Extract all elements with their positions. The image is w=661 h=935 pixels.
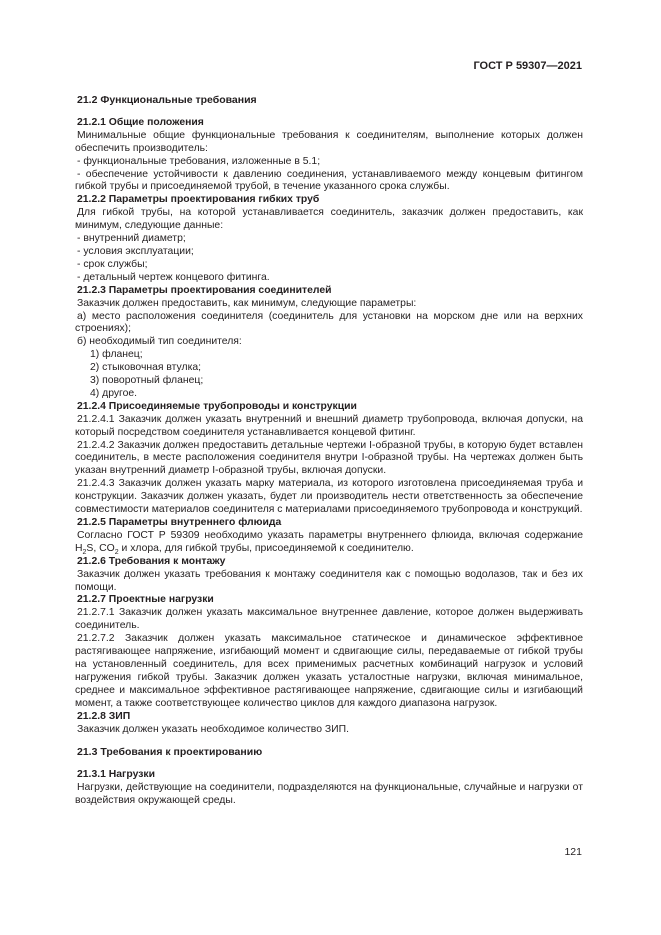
section-21-3-heading: 21.3 Требования к проектированию xyxy=(77,746,263,759)
section-21-2-3-heading: 21.2.3 Параметры проектирования соединителей xyxy=(77,284,332,296)
paragraph xyxy=(75,530,583,556)
paragraph: Минимальные общие функциональные требования к соединителям, выполнение которых должен обеспечить производитель: xyxy=(75,129,583,154)
paragraph: Для гибкой трубы, на которой устанавливается соединитель, заказчик должен предоставить, как минимум, следующие данные: xyxy=(75,207,583,232)
paragraph: Заказчик должен предоставить, как минимум, следующие параметры: xyxy=(77,297,417,309)
list-item: - условия эксплуатации; xyxy=(77,245,194,257)
section-21-2-4-heading: 21.2.4 Присоединяемые трубопроводы и конструкции xyxy=(77,400,357,412)
paragraph: 21.2.4.3 Заказчик должен указать марку материала, из которого изготовлена присоединяемая труба и конструкции. Заказчик должен указать, будет ли производитель нести ответственность за обеспечение совместимости материалов соединителя с материалами присоединяемого трубопровода и конструкций. xyxy=(75,478,583,516)
section-21-2-heading: 21.2 Функциональные требования xyxy=(77,94,257,106)
list-item: а) место расположения соединителя (соединитель для установки на морском дне или на верхних строениях); xyxy=(75,310,583,335)
paragraph: Нагрузки, действующие на соединители, подразделяются на функциональные, случайные и нагрузки от воздействия окружающей среды. xyxy=(75,782,583,807)
section-21-2-8-heading: 21.2.8 ЗИП xyxy=(77,710,131,722)
list-item: 4) другое. xyxy=(90,387,138,399)
document-code: ГОСТ Р 59307—2021 xyxy=(473,60,582,72)
list-item: 3) поворотный фланец; xyxy=(90,375,204,387)
section-21-3-1-heading: 21.3.1 Нагрузки xyxy=(77,769,155,781)
paragraph: 21.2.7.1 Заказчик должен указать максимальное внутреннее давление, которое должен выдерживать соединитель. xyxy=(75,607,583,632)
list-item: б) необходимый тип соединителя: xyxy=(77,336,242,348)
text-run: S, CO xyxy=(86,542,115,554)
section-21-2-1-heading: 21.2.1 Общие положения xyxy=(77,116,204,128)
list-item: 1) фланец; xyxy=(90,349,143,361)
section-21-2-7-heading: 21.2.7 Проектные нагрузки xyxy=(77,594,214,606)
list-item: - функциональные требования, изложенные в 5.1; xyxy=(77,155,321,167)
list-item: - детальный чертеж концевого фитинга. xyxy=(77,271,270,283)
paragraph: 21.2.4.2 Заказчик должен предоставить детальные чертежи I-образной трубы, в которую будет вставлен соединитель, в месте расположения соединителя внутри I-образной трубы. На чертежах должен быть указан внутренний диаметр I-образной трубы, включая допуски. xyxy=(75,439,583,477)
list-item: - обеспечение устойчивости к давлению соединения, устанавливаемого между концевым фитингом гибкой трубы и присоединяемой трубой, в течение указанного срока службы. xyxy=(75,168,583,193)
text-run: и хлора, для гибкой трубы, присоединяемой к соединителю. xyxy=(118,542,414,554)
section-21-2-6-heading: 21.2.6 Требования к монтажу xyxy=(77,555,226,567)
paragraph: 21.2.4.1 Заказчик должен указать внутренний и внешний диаметр трубопровода, включая допуски, на который посредством соединителя устанавливается концевой фитинг. xyxy=(75,413,583,438)
paragraph: 21.2.7.2 Заказчик должен указать максимальное статическое и динамическое эффективное растягивающее напряжение, изгибающий момент и сдвигающие силы, передаваемые от гибкой трубы на установленный соединитель, для всех применимых расчетных комбинаций нагрузок и условий нагружения гибкой трубы. Заказчик должен указать усталостные нагрузки, включая минимальное, среднее и максимальное эффективное растягивающее напряжение, сдвигающие силы и изгибающий момент, а также соответствующее количество циклов для каждого диапазона нагрузок. xyxy=(75,633,583,709)
list-item: 2) стыковочная втулка; xyxy=(90,362,202,374)
subscript: 2 xyxy=(114,548,119,556)
page-number: 121 xyxy=(564,846,582,858)
subscript: 2 xyxy=(82,548,87,556)
section-21-2-5-heading: 21.2.5 Параметры внутреннего флюида xyxy=(77,517,282,528)
text-run: Согласно ГОСТ Р 59309 необходимо указать параметры внутреннего флюида, включая содержание H xyxy=(75,529,583,554)
page-content xyxy=(75,94,583,808)
paragraph: Заказчик должен указать требования к монтажу соединителя как с помощью водолазов, так и без их помощи. xyxy=(75,568,583,593)
list-item: - внутренний диаметр; xyxy=(77,233,186,245)
list-item: - срок службы; xyxy=(77,258,148,270)
paragraph: Заказчик должен указать необходимое количество ЗИП. xyxy=(77,723,349,735)
section-21-2-2-heading: 21.2.2 Параметры проектирования гибких труб xyxy=(77,194,320,206)
